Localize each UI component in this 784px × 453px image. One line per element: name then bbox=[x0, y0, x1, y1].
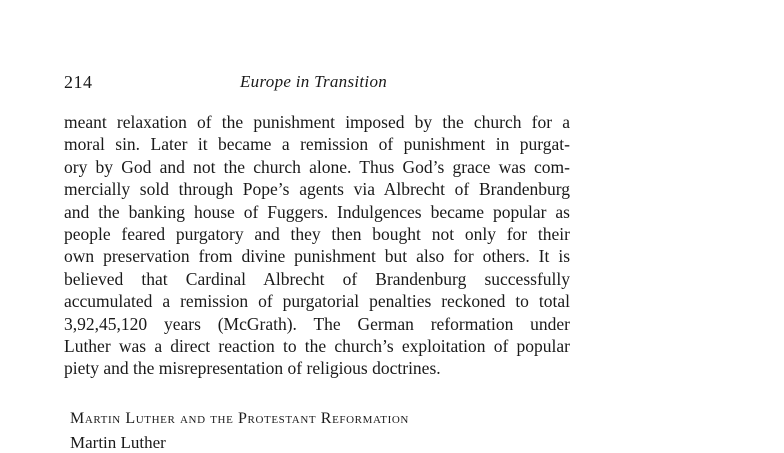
text-line: accumulated a remission of purgatorial penalties reckoned to total bbox=[64, 291, 570, 312]
text-line: people feared purgatory and they then bought not only for their bbox=[64, 224, 570, 245]
body-paragraph bbox=[64, 111, 574, 380]
text-line: own preservation from divine punishment but also for others. It is bbox=[64, 246, 570, 267]
cut-off-text-line: Martin Luther bbox=[70, 433, 166, 452]
text-line: meant relaxation of the punishment imposed by the church for a bbox=[64, 112, 570, 132]
text-line: moral sin. Later it became a remission of punishment in purgat- bbox=[64, 134, 570, 155]
section-heading: Martin Luther and the Protestant Reformation bbox=[70, 410, 409, 427]
page-number: 214 bbox=[64, 72, 93, 92]
running-title: Europe in Transition bbox=[240, 72, 388, 91]
text-line: piety and the misrepresentation of religious doctrines. bbox=[64, 358, 441, 379]
text-line: and the banking house of Fuggers. Indulgences became popular as bbox=[64, 201, 570, 222]
running-head bbox=[64, 72, 584, 94]
text-line: Luther was a direct reaction to the church’s exploitation of popular bbox=[64, 336, 570, 357]
text-line: mercially sold through Pope’s agents via Albrecht of Brandenburg bbox=[64, 179, 570, 200]
text-line: 3,92,45,120 years (McGrath). The German reformation under bbox=[64, 313, 570, 334]
text-line: believed that Cardinal Albrecht of Brandenburg successfully bbox=[64, 268, 570, 289]
text-line: ory by God and not the church alone. Thus God’s grace was com- bbox=[64, 156, 570, 177]
